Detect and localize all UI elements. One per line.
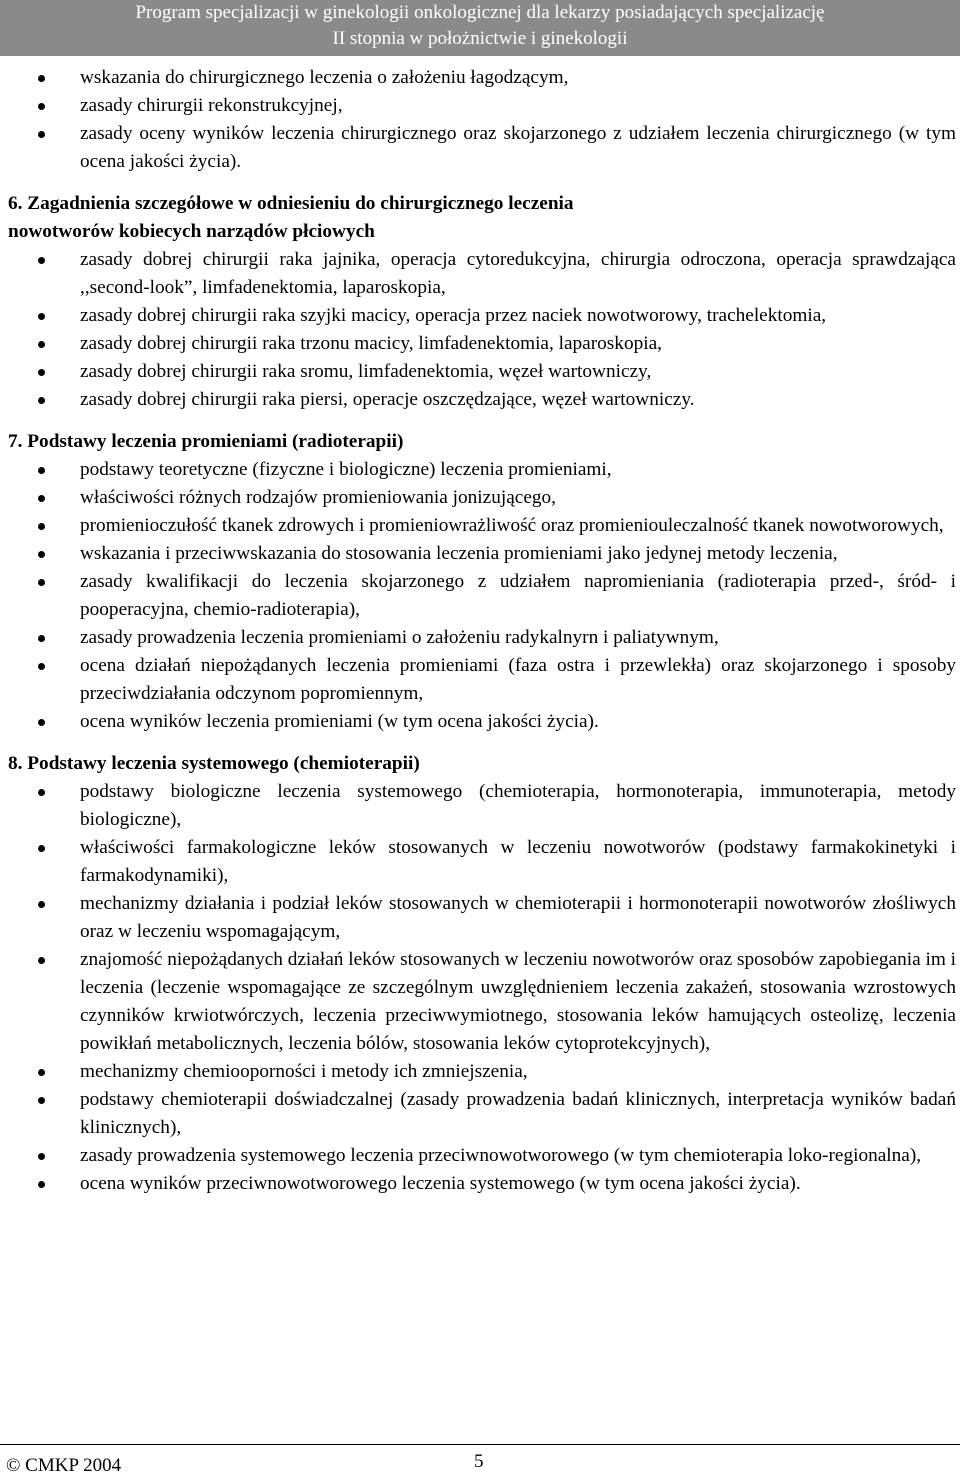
section-6-title: 6. Zagadnienia szczegółowe w odniesieniu do chirurgicznego leczenia (8, 193, 574, 214)
page-header (0, 0, 960, 56)
list-item: ocena wyników przeciwnowotworowego leczenia systemowego (w tym ocena jakości życia). (0, 1170, 960, 1198)
list-item: ocena działań niepożądanych leczenia promieniami (faza ostra i przewlekła) oraz skojarzonego i sposoby przeciwdziałania odczynom popromiennym, (0, 652, 960, 708)
list-item: zasady dobrej chirurgii raka trzonu macicy, limfadenektomia, laparoskopia, (0, 330, 960, 358)
header-line-1: Program specjalizacji w ginekologii onkologicznej dla lekarzy posiadających specjalizację (135, 2, 825, 23)
list-item: właściwości farmakologiczne leków stosowanych w leczeniu nowotworów (podstawy farmakokinetyki i farmakodynamiki), (0, 834, 960, 890)
bullet-icon (38, 397, 45, 404)
list-item: mechanizmy chemiooporności i metody ich zmniejszenia, (0, 1058, 960, 1086)
document-body (0, 64, 960, 1198)
section-6 (0, 190, 960, 414)
bullet-icon (38, 579, 45, 586)
bullet-icon (38, 1097, 45, 1104)
list-item: podstawy biologiczne leczenia systemowego (chemioterapia, hormonoterapia, immunoterapia, metody biologiczne), (0, 778, 960, 834)
intro-list (0, 64, 960, 176)
bullet-icon (38, 257, 45, 264)
bullet-icon (38, 495, 45, 502)
bullet-icon (38, 845, 45, 852)
list-item: zasady chirurgii rekonstrukcyjnej, (0, 92, 960, 120)
section-6-list (0, 246, 960, 414)
list-item: podstawy chemioterapii doświadczalnej (zasady prowadzenia badań klinicznych, interpretacja wyników badań klinicznych), (0, 1086, 960, 1142)
bullet-icon (38, 369, 45, 376)
list-item: zasady dobrej chirurgii raka sromu, limfadenektomia, węzeł wartowniczy, (0, 358, 960, 386)
section-8 (0, 750, 960, 1198)
bullet-icon (38, 551, 45, 558)
bullet-icon (38, 467, 45, 474)
list-item: zasady dobrej chirurgii raka piersi, operacje oszczędzające, węzeł wartowniczy. (0, 386, 960, 414)
bullet-icon (38, 75, 45, 82)
section-7-list (0, 456, 960, 736)
list-item: ocena wyników leczenia promieniami (w tym ocena jakości życia). (0, 708, 960, 736)
list-item: mechanizmy działania i podział leków stosowanych w chemioterapii i hormonoterapii nowotworów złośliwych oraz w leczeniu wspomagającym, (0, 890, 960, 946)
section-7 (0, 428, 960, 736)
bullet-icon (38, 1153, 45, 1160)
list-item: zasady dobrej chirurgii raka jajnika, operacja cytoredukcyjna, chirurgia odroczona, operacja sprawdzająca ,,second-look”, limfadenektomia, laparoskopia, (0, 246, 960, 302)
header-line-2: II stopnia w położnictwie i ginekologii (332, 28, 628, 49)
bullet-icon (38, 1069, 45, 1076)
list-item: wskazania i przeciwwskazania do stosowania leczenia promieniami jako jedynej metody leczenia, (0, 540, 960, 568)
bullet-icon (38, 719, 45, 726)
list-item: promienioczułość tkanek zdrowych i promieniowrażliwość oraz promieniouleczalność tkanek nowotworowych, (0, 512, 960, 540)
section-8-list (0, 778, 960, 1198)
list-item: podstawy teoretyczne (fizyczne i biologiczne) leczenia promieniami, (0, 456, 960, 484)
section-8-title: 8. Podstawy leczenia systemowego (chemioterapii) (8, 753, 420, 774)
bullet-icon (38, 663, 45, 670)
bullet-icon (38, 341, 45, 348)
list-item: znajomość niepożądanych działań leków stosowanych w leczeniu nowotworów oraz sposobów zapobiegania im i leczenia (leczenie wspomagające ze szczególnym uwzględnieniem leczenia zakażeń, stosowania wzrostowych czynników krwiotwórczych, leczenia przeciwwymiotnego, stosowania leków hamujących osteolizę, leczenia powikłań metabolicznych, leczenia bólów, stosowania leków cytoprotekcyjnych), (0, 946, 960, 1058)
bullet-icon (38, 131, 45, 138)
list-item: wskazania do chirurgicznego leczenia o założeniu łagodzącym, (0, 64, 960, 92)
section-7-title: 7. Podstawy leczenia promieniami (radioterapii) (8, 431, 404, 452)
bullet-icon (38, 901, 45, 908)
bullet-icon (38, 789, 45, 796)
list-item: zasady kwalifikacji do leczenia skojarzonego z udziałem napromieniania (radioterapia przed-, śród- i pooperacyjna, chemio-radioterapia), (0, 568, 960, 624)
section-6-subtitle: nowotworów kobiecych narządów płciowych (8, 221, 375, 242)
copyright-text: © CMKP 2004 (6, 1455, 122, 1476)
bullet-icon (38, 103, 45, 110)
list-item: zasady oceny wyników leczenia chirurgicznego oraz skojarzonego z udziałem leczenia chirurgicznego (w tym ocena jakości życia). (0, 120, 960, 176)
list-item: zasady prowadzenia systemowego leczenia przeciwnowotworowego (w tym chemioterapia loko-regionalna), (0, 1142, 960, 1170)
bullet-icon (38, 313, 45, 320)
bullet-icon (38, 957, 45, 964)
bullet-icon (38, 635, 45, 642)
page-number: 5 (474, 1451, 484, 1472)
bullet-icon (38, 1181, 45, 1188)
list-item: zasady dobrej chirurgii raka szyjki macicy, operacja przez naciek nowotworowy, trachelektomia, (0, 302, 960, 330)
list-item: zasady prowadzenia leczenia promieniami o założeniu radykalnyrn i paliatywnym, (0, 624, 960, 652)
bullet-icon (38, 523, 45, 530)
list-item: właściwości różnych rodzajów promieniowania jonizującego, (0, 484, 960, 512)
page-footer (0, 1444, 960, 1477)
